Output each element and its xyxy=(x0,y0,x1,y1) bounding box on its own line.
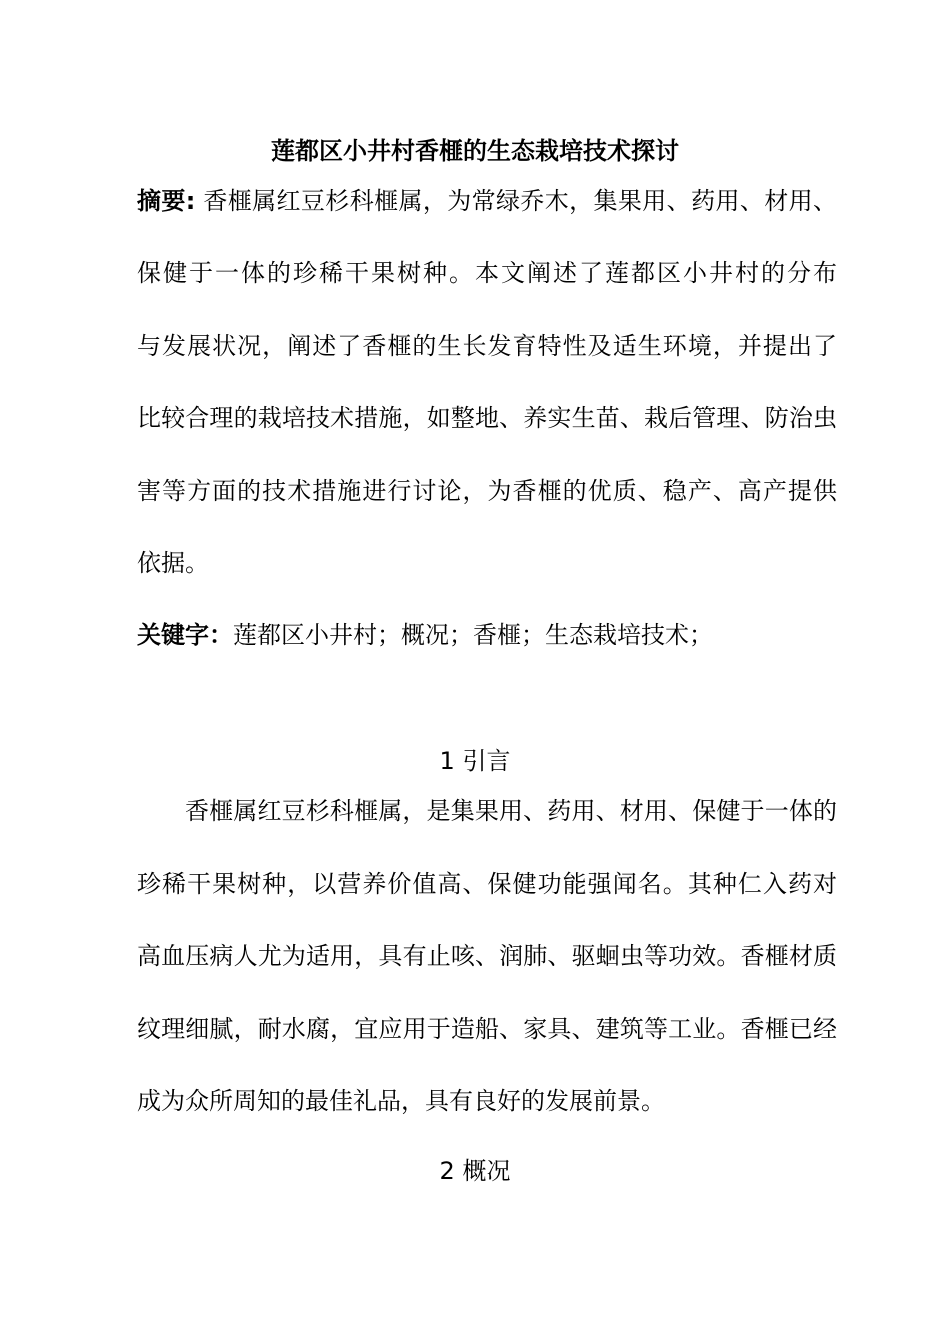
abstract-line-6: 依据。 xyxy=(137,549,209,577)
section-1-line-3: 高血压病人尤为适用，具有止咳、润肺、驱蛔虫等功效。香榧材质 xyxy=(137,942,837,970)
section-1-heading: 1 引言 xyxy=(439,747,511,775)
section-1-line-5: 成为众所周知的最佳礼品，具有良好的发展前景。 xyxy=(137,1087,665,1115)
abstract-line-3: 与发展状况，阐述了香榧的生长发育特性及适生环境，并提出了 xyxy=(137,332,837,360)
keywords-line xyxy=(137,618,837,652)
abstract-text: 香榧属红豆杉科榧属，为常绿乔木，集果用、药用、材用、 xyxy=(195,187,837,215)
abstract-line-5: 害等方面的技术措施进行讨论，为香榧的优质、稳产、高产提供 xyxy=(137,477,837,505)
document-title: 莲都区小井村香榧的生态栽培技术探讨 xyxy=(271,137,679,165)
section-1-line-1: 香榧属红豆杉科榧属，是集果用、药用、材用、保健于一体的 xyxy=(185,797,837,825)
abstract-label: 摘要: xyxy=(137,187,196,215)
keywords-label: 关键字： xyxy=(137,621,233,649)
section-2-heading: 2 概况 xyxy=(439,1157,511,1185)
section-1-line-2: 珍稀干果树种，以营养价值高、保健功能强闻名。其种仁入药对 xyxy=(137,870,837,898)
abstract-line-2: 保健于一体的珍稀干果树种。本文阐述了莲都区小井村的分布 xyxy=(137,259,837,287)
abstract-line-4: 比较合理的栽培技术措施，如整地、养实生苗、栽后管理、防治虫 xyxy=(137,404,837,432)
keywords-text: 莲都区小井村；概况；香榧；生态栽培技术； xyxy=(233,621,713,649)
section-1-line-4: 纹理细腻，耐水腐，宜应用于造船、家具、建筑等工业。香榧已经 xyxy=(137,1015,837,1043)
abstract-line-1 xyxy=(137,184,837,218)
